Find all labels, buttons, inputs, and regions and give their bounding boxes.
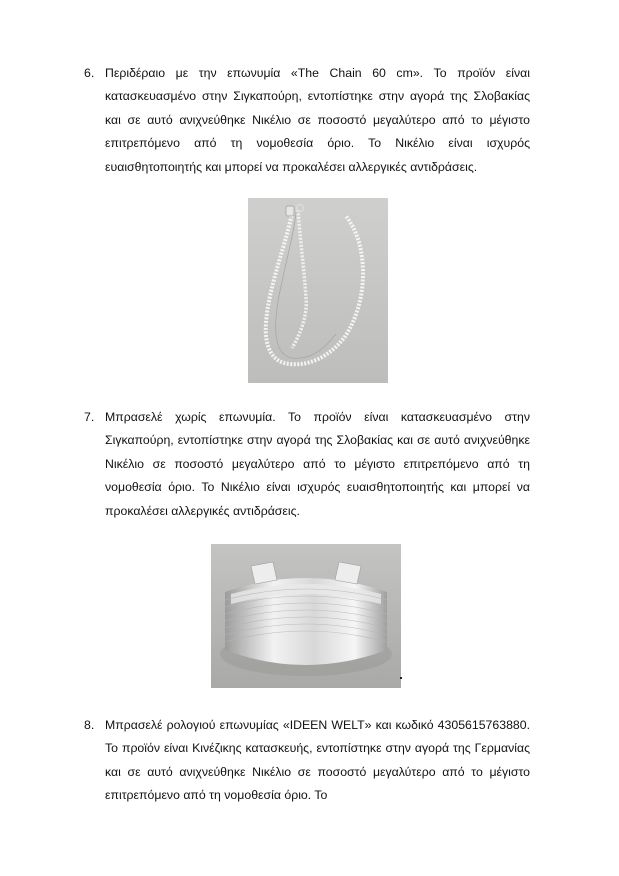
item-text: Περιδέραιο με την επωνυμία «The Chain 60 cm». Το προϊόν είναι κατασκευασμένο στην Σιγκαπούρη, εντοπίστηκε στην αγορά της Σλοβακίας και σε αυτό ανιχνεύθηκε Νικέλιο σε ποσοστό μεγαλύτερο από το μέγιστο επιτρεπόμενο από τη νομοθεσία όριο. Το Νικέλιο είναι ισχυρός ευαισθητοποιητής και μπορεί να προκαλέσει αλλεργικές αντιδράσεις.	[105, 66, 530, 174]
bracelet-photo	[211, 544, 401, 688]
list-item-8	[84, 714, 530, 808]
stray-mark	[400, 677, 402, 679]
list-item-7	[84, 406, 530, 523]
item-number: 6.	[84, 66, 95, 80]
necklace-photo	[248, 198, 388, 383]
item-text: Μπρασελέ ρολογιού επωνυμίας «IDEEN WELT» και κωδικό 4305615763880. Το προϊόν είναι Κινέζικης κατασκευής, εντοπίστηκε στην αγορά της Γερμανίας και σε αυτό ανιχνεύθηκε Νικέλιο σε ποσοστό μεγαλύτερο από το μέγιστο επιτρεπόμενο από τη νομοθεσία όριο. Το	[105, 718, 530, 803]
item-number: 8.	[84, 718, 95, 732]
item-number: 7.	[84, 410, 95, 424]
item-text: Μπρασελέ χωρίς επωνυμία. Το προϊόν είναι κατασκευασμένο στην Σιγκαπούρη, εντοπίστηκε στην αγορά της Σλοβακίας και σε αυτό ανιχνεύθηκε Νικέλιο σε ποσοστό μεγαλύτερο από το μέγιστο επιτρεπόμενο από τη νομοθεσία όριο. Το Νικέλιο είναι ισχυρός ευαισθητοποιητής και μπορεί να προκαλέσει αλλεργικές αντιδράσεις.	[105, 410, 530, 518]
list-item-6	[84, 62, 530, 179]
